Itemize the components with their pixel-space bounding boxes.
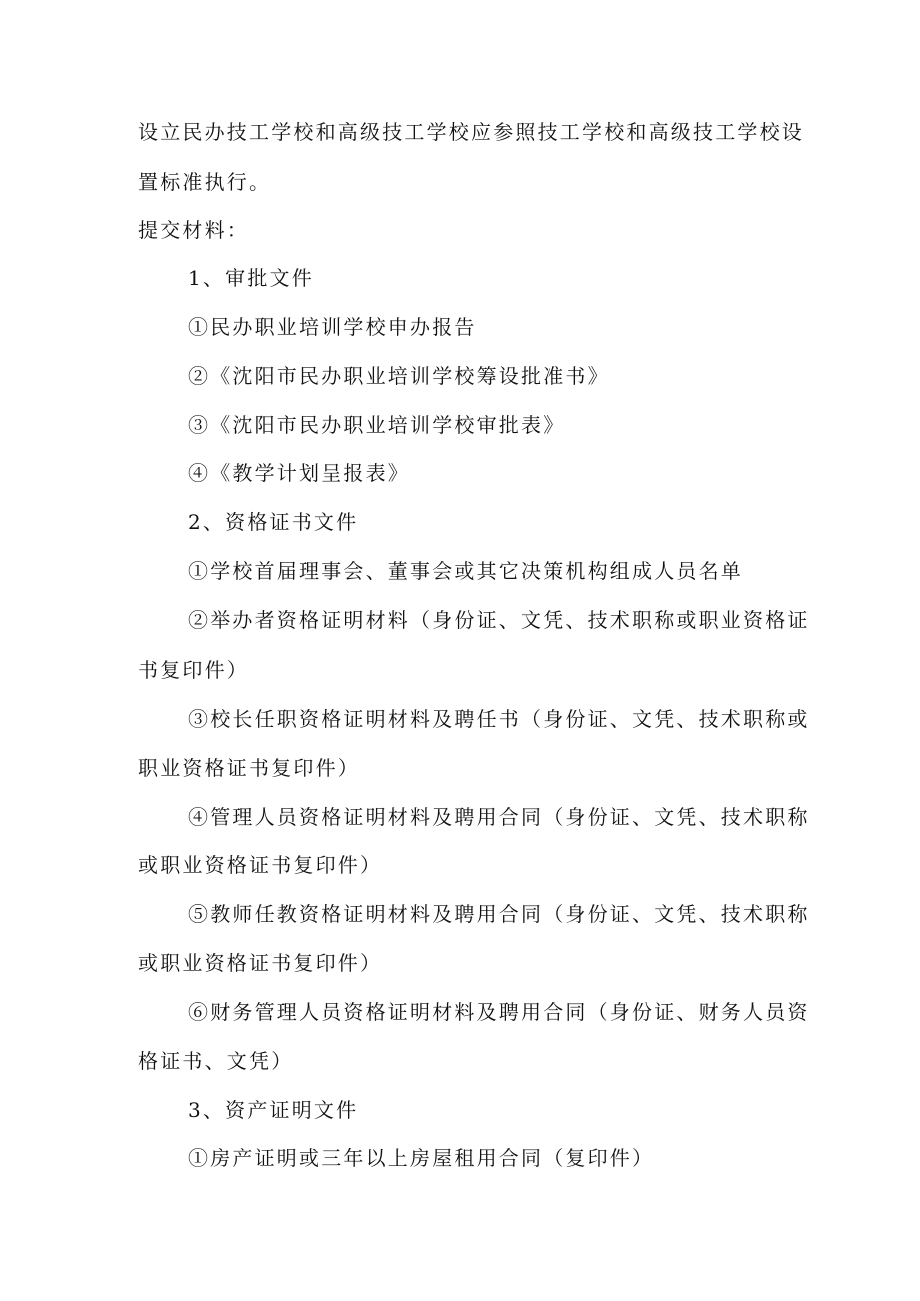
list-item: ④《教学计划呈报表》	[188, 461, 410, 485]
paragraph-line: 设立民办技工学校和高级技工学校应参照技工学校和高级技工学校设	[138, 120, 804, 144]
list-item: ④管理人员资格证明材料及聘用合同（身份证、文凭、技术职称	[188, 805, 810, 829]
list-item: ③《沈阳市民办职业培训学校审批表》	[188, 413, 566, 437]
list-item: ⑥财务管理人员资格证明材料及聘用合同（身份证、财务人员资	[188, 1000, 810, 1024]
list-item: ⑤教师任教资格证明材料及聘用合同（身份证、文凭、技术职称	[188, 902, 810, 926]
list-item: ②举办者资格证明材料（身份证、文凭、技术职称或职业资格证	[188, 608, 810, 632]
list-item: ②《沈阳市民办职业培训学校筹设批准书》	[188, 364, 610, 388]
list-item-continuation: 职业资格证书复印件）	[138, 756, 360, 780]
list-item: ③校长任职资格证明材料及聘任书（身份证、文凭、技术职称或	[188, 707, 810, 731]
paragraph-line: 置标准执行。	[138, 170, 272, 194]
list-item: ①学校首届理事会、董事会或其它决策机构组成人员名单	[188, 559, 743, 583]
list-item-continuation: 或职业资格证书复印件）	[138, 951, 383, 975]
list-item-continuation: 书复印件）	[138, 658, 249, 682]
list-item: ①民办职业培训学校申办报告	[188, 315, 477, 339]
list-item-continuation: 格证书、文凭）	[138, 1049, 294, 1073]
subsection-heading: 3、资产证明文件	[188, 1098, 359, 1122]
subsection-heading: 2、资格证书文件	[188, 510, 359, 534]
subsection-heading: 1、审批文件	[188, 266, 314, 290]
list-item: ①房产证明或三年以上房屋租用合同（复印件）	[188, 1146, 655, 1170]
section-heading: 提交材料：	[138, 218, 249, 242]
list-item-continuation: 或职业资格证书复印件）	[138, 853, 383, 877]
